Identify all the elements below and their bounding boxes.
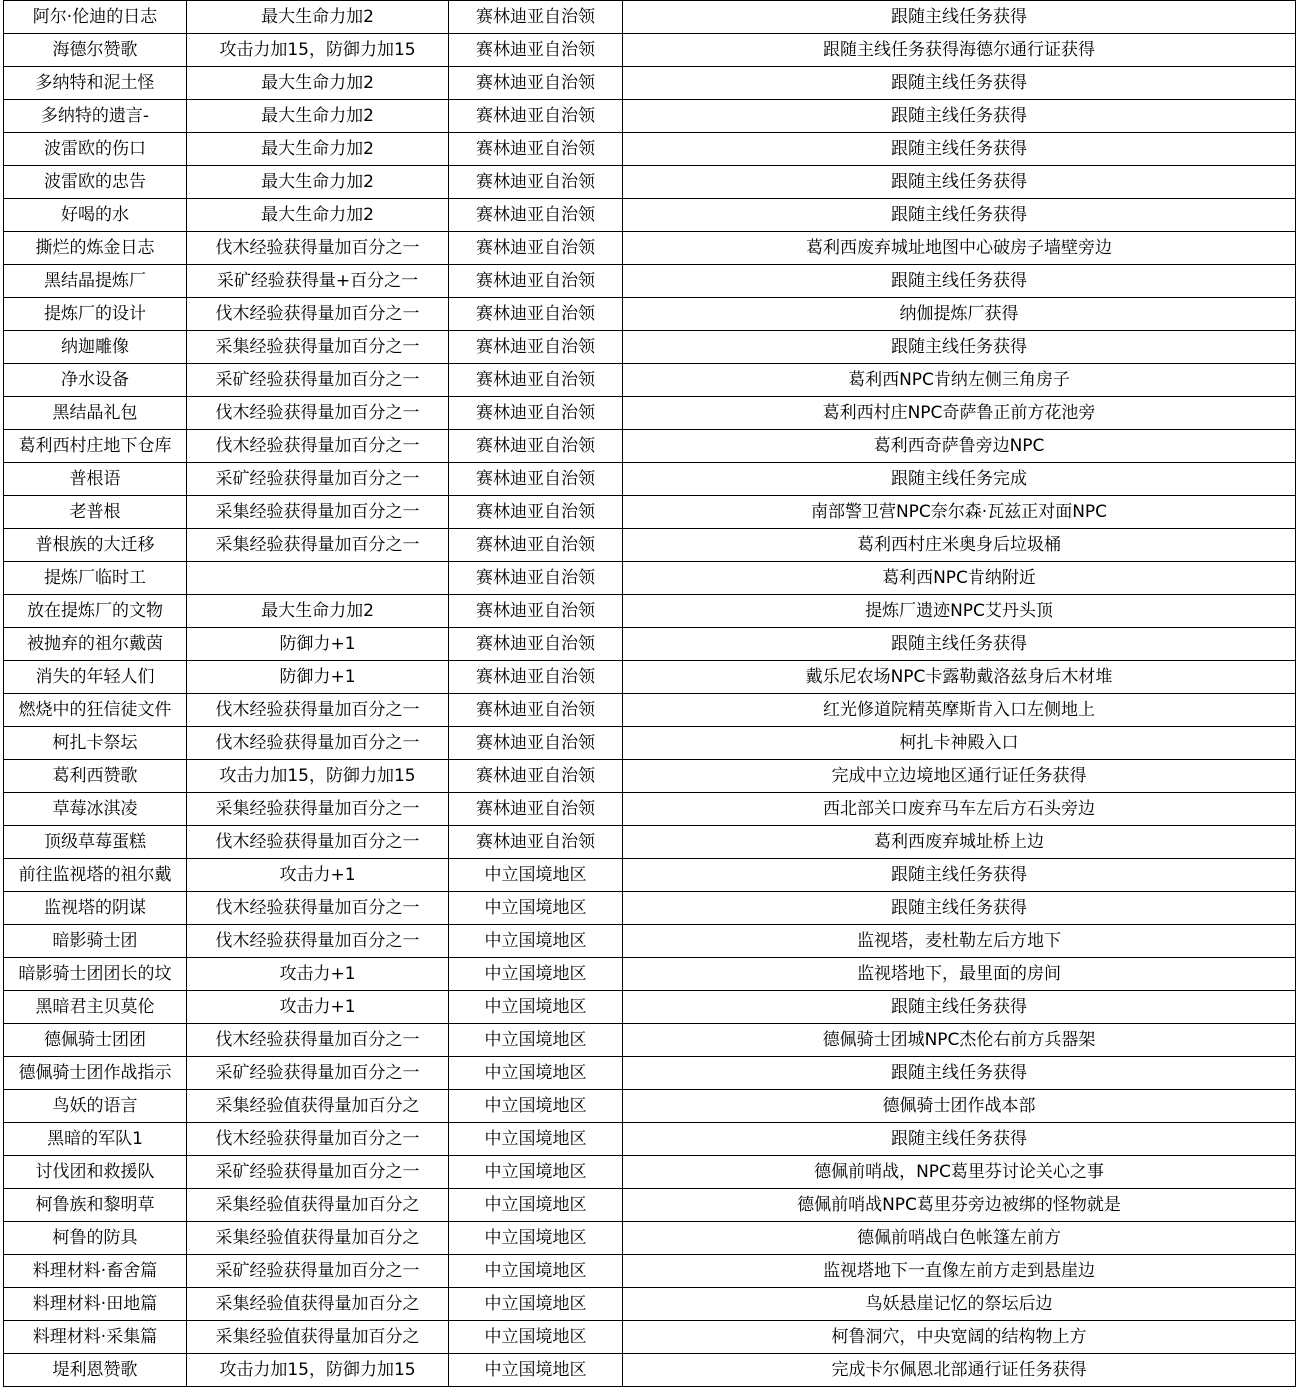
source-cell[interactable]: 跟随主线任务获得 (623, 991, 1296, 1024)
effect-cell[interactable]: 伐木经验获得量加百分之一 (187, 694, 449, 727)
region-cell[interactable]: 中立国境地区 (449, 892, 623, 925)
item-name-cell[interactable]: 阿尔·伦迪的日志 (4, 1, 187, 34)
region-cell[interactable]: 赛林迪亚自治领 (449, 1, 623, 34)
region-cell[interactable]: 赛林迪亚自治领 (449, 661, 623, 694)
effect-cell[interactable]: 采集经验获得量加百分之一 (187, 496, 449, 529)
effect-cell[interactable]: 最大生命力加2 (187, 166, 449, 199)
source-cell[interactable]: 葛利西村庄米奥身后垃圾桶 (623, 529, 1296, 562)
table-row[interactable] (4, 991, 1296, 1024)
item-name-cell[interactable]: 葛利西赞歌 (4, 760, 187, 793)
table-row[interactable] (4, 331, 1296, 364)
table-row[interactable] (4, 1, 1296, 34)
region-cell[interactable]: 中立国境地区 (449, 1156, 623, 1189)
source-cell[interactable]: 德佩骑士团城NPC杰伦右前方兵器架 (623, 1024, 1296, 1057)
effect-cell[interactable]: 采集经验值获得量加百分之 (187, 1321, 449, 1354)
table-row[interactable] (4, 1354, 1296, 1387)
effect-cell[interactable]: 伐木经验获得量加百分之一 (187, 232, 449, 265)
effect-cell[interactable]: 采矿经验获得量+百分之一 (187, 265, 449, 298)
table-row[interactable] (4, 34, 1296, 67)
effect-cell[interactable]: 伐木经验获得量加百分之一 (187, 298, 449, 331)
effect-cell[interactable] (187, 562, 449, 595)
region-cell[interactable]: 赛林迪亚自治领 (449, 793, 623, 826)
table-row[interactable] (4, 1321, 1296, 1354)
item-name-cell[interactable]: 草莓冰淇凌 (4, 793, 187, 826)
item-name-cell[interactable]: 燃烧中的狂信徒文件 (4, 694, 187, 727)
table-row[interactable] (4, 133, 1296, 166)
effect-cell[interactable]: 采矿经验获得量加百分之一 (187, 1057, 449, 1090)
item-name-cell[interactable]: 堤利恩赞歌 (4, 1354, 187, 1387)
item-name-cell[interactable]: 柯鲁族和黎明草 (4, 1189, 187, 1222)
source-cell[interactable]: 监视塔地下一直像左前方走到悬崖边 (623, 1255, 1296, 1288)
effect-cell[interactable]: 攻击力加15，防御力加15 (187, 1354, 449, 1387)
source-cell[interactable]: 跟随主线任务获得 (623, 199, 1296, 232)
item-name-cell[interactable]: 黑暗的军队1 (4, 1123, 187, 1156)
effect-cell[interactable]: 伐木经验获得量加百分之一 (187, 397, 449, 430)
item-name-cell[interactable]: 顶级草莓蛋糕 (4, 826, 187, 859)
effect-cell[interactable]: 伐木经验获得量加百分之一 (187, 727, 449, 760)
table-row[interactable] (4, 232, 1296, 265)
table-row[interactable] (4, 694, 1296, 727)
source-cell[interactable]: 跟随主线任务完成 (623, 463, 1296, 496)
table-row[interactable] (4, 1024, 1296, 1057)
effect-cell[interactable]: 伐木经验获得量加百分之一 (187, 925, 449, 958)
effect-cell[interactable]: 采集经验值获得量加百分之 (187, 1189, 449, 1222)
source-cell[interactable]: 红光修道院精英摩斯肯入口左侧地上 (623, 694, 1296, 727)
source-cell[interactable]: 纳伽提炼厂获得 (623, 298, 1296, 331)
region-cell[interactable]: 赛林迪亚自治领 (449, 298, 623, 331)
item-name-cell[interactable]: 净水设备 (4, 364, 187, 397)
item-name-cell[interactable]: 消失的年轻人们 (4, 661, 187, 694)
source-cell[interactable]: 跟随主线任务获得 (623, 892, 1296, 925)
region-cell[interactable]: 赛林迪亚自治领 (449, 397, 623, 430)
effect-cell[interactable]: 攻击力+1 (187, 991, 449, 1024)
source-cell[interactable]: 跟随主线任务获得 (623, 67, 1296, 100)
effect-cell[interactable]: 采矿经验获得量加百分之一 (187, 463, 449, 496)
table-row[interactable] (4, 265, 1296, 298)
source-cell[interactable]: 跟随主线任务获得 (623, 1057, 1296, 1090)
source-cell[interactable]: 戴乐尼农场NPC卡露勒戴洛兹身后木材堆 (623, 661, 1296, 694)
table-row[interactable] (4, 595, 1296, 628)
table-row[interactable] (4, 661, 1296, 694)
source-cell[interactable]: 葛利西NPC肯纳附近 (623, 562, 1296, 595)
table-row[interactable] (4, 1222, 1296, 1255)
item-name-cell[interactable]: 普根语 (4, 463, 187, 496)
region-cell[interactable]: 中立国境地区 (449, 1354, 623, 1387)
item-name-cell[interactable]: 柯扎卡祭坛 (4, 727, 187, 760)
region-cell[interactable]: 赛林迪亚自治领 (449, 496, 623, 529)
item-name-cell[interactable]: 提炼厂的设计 (4, 298, 187, 331)
effect-cell[interactable]: 采矿经验获得量加百分之一 (187, 1156, 449, 1189)
item-name-cell[interactable]: 柯鲁的防具 (4, 1222, 187, 1255)
effect-cell[interactable]: 采集经验获得量加百分之一 (187, 793, 449, 826)
region-cell[interactable]: 赛林迪亚自治领 (449, 463, 623, 496)
source-cell[interactable]: 德佩前哨战，NPC葛里芬讨论关心之事 (623, 1156, 1296, 1189)
table-row[interactable] (4, 892, 1296, 925)
source-cell[interactable]: 完成卡尔佩恩北部通行证任务获得 (623, 1354, 1296, 1387)
source-cell[interactable]: 跟随主线任务获得 (623, 166, 1296, 199)
item-name-cell[interactable]: 提炼厂临时工 (4, 562, 187, 595)
table-row[interactable] (4, 1255, 1296, 1288)
table-row[interactable] (4, 1090, 1296, 1123)
source-cell[interactable]: 跟随主线任务获得 (623, 265, 1296, 298)
region-cell[interactable]: 中立国境地区 (449, 958, 623, 991)
item-name-cell[interactable]: 撕烂的炼金日志 (4, 232, 187, 265)
source-cell[interactable]: 葛利西废弃城址桥上边 (623, 826, 1296, 859)
table-row[interactable] (4, 1156, 1296, 1189)
table-row[interactable] (4, 298, 1296, 331)
effect-cell[interactable]: 伐木经验获得量加百分之一 (187, 892, 449, 925)
item-name-cell[interactable]: 普根族的大迁移 (4, 529, 187, 562)
source-cell[interactable]: 南部警卫营NPC奈尔森·瓦兹正对面NPC (623, 496, 1296, 529)
table-row[interactable] (4, 496, 1296, 529)
effect-cell[interactable]: 攻击力加15，防御力加15 (187, 760, 449, 793)
region-cell[interactable]: 中立国境地区 (449, 1090, 623, 1123)
table-row[interactable] (4, 958, 1296, 991)
effect-cell[interactable]: 采集经验值获得量加百分之 (187, 1222, 449, 1255)
item-name-cell[interactable]: 老普根 (4, 496, 187, 529)
source-cell[interactable]: 葛利西奇萨鲁旁边NPC (623, 430, 1296, 463)
table-row[interactable] (4, 67, 1296, 100)
table-row[interactable] (4, 1288, 1296, 1321)
item-name-cell[interactable]: 波雷欧的伤口 (4, 133, 187, 166)
effect-cell[interactable]: 防御力+1 (187, 628, 449, 661)
source-cell[interactable]: 跟随主线任务获得 (623, 331, 1296, 364)
item-name-cell[interactable]: 黑结晶礼包 (4, 397, 187, 430)
region-cell[interactable]: 赛林迪亚自治领 (449, 628, 623, 661)
table-row[interactable] (4, 199, 1296, 232)
item-name-cell[interactable]: 被抛弃的祖尔戴茵 (4, 628, 187, 661)
table-row[interactable] (4, 463, 1296, 496)
source-cell[interactable]: 跟随主线任务获得 (623, 1, 1296, 34)
region-cell[interactable]: 中立国境地区 (449, 991, 623, 1024)
source-cell[interactable]: 葛利西废弃城址地图中心破房子墙壁旁边 (623, 232, 1296, 265)
table-row[interactable] (4, 925, 1296, 958)
source-cell[interactable]: 柯鲁洞穴，中央宽阔的结构物上方 (623, 1321, 1296, 1354)
region-cell[interactable]: 赛林迪亚自治领 (449, 166, 623, 199)
effect-cell[interactable]: 攻击力加15，防御力加15 (187, 34, 449, 67)
item-name-cell[interactable]: 监视塔的阴谋 (4, 892, 187, 925)
item-name-cell[interactable]: 料理材料·畜舍篇 (4, 1255, 187, 1288)
table-row[interactable] (4, 166, 1296, 199)
table-row[interactable] (4, 100, 1296, 133)
region-cell[interactable]: 赛林迪亚自治领 (449, 562, 623, 595)
source-cell[interactable]: 跟随主线任务获得 (623, 100, 1296, 133)
region-cell[interactable]: 中立国境地区 (449, 1255, 623, 1288)
effect-cell[interactable]: 最大生命力加2 (187, 595, 449, 628)
region-cell[interactable]: 赛林迪亚自治领 (449, 331, 623, 364)
effect-cell[interactable]: 采集经验值获得量加百分之 (187, 1288, 449, 1321)
effect-cell[interactable]: 采集经验值获得量加百分之 (187, 1090, 449, 1123)
source-cell[interactable]: 完成中立边境地区通行证任务获得 (623, 760, 1296, 793)
source-cell[interactable]: 跟随主线任务获得海德尔通行证获得 (623, 34, 1296, 67)
region-cell[interactable]: 赛林迪亚自治领 (449, 133, 623, 166)
source-cell[interactable]: 跟随主线任务获得 (623, 1123, 1296, 1156)
region-cell[interactable]: 赛林迪亚自治领 (449, 529, 623, 562)
source-cell[interactable]: 德佩前哨战白色帐篷左前方 (623, 1222, 1296, 1255)
item-name-cell[interactable]: 纳迦雕像 (4, 331, 187, 364)
effect-cell[interactable]: 防御力+1 (187, 661, 449, 694)
knowledge-table (3, 0, 1296, 1387)
effect-cell[interactable]: 伐木经验获得量加百分之一 (187, 826, 449, 859)
item-name-cell[interactable]: 德佩骑士团团 (4, 1024, 187, 1057)
region-cell[interactable]: 赛林迪亚自治领 (449, 694, 623, 727)
effect-cell[interactable]: 采矿经验获得量加百分之一 (187, 1255, 449, 1288)
region-cell[interactable]: 中立国境地区 (449, 925, 623, 958)
region-cell[interactable]: 赛林迪亚自治领 (449, 364, 623, 397)
region-cell[interactable]: 中立国境地区 (449, 1288, 623, 1321)
item-name-cell[interactable]: 好喝的水 (4, 199, 187, 232)
source-cell[interactable]: 西北部关口废弃马车左后方石头旁边 (623, 793, 1296, 826)
effect-cell[interactable]: 伐木经验获得量加百分之一 (187, 1123, 449, 1156)
effect-cell[interactable]: 最大生命力加2 (187, 67, 449, 100)
table-row[interactable] (4, 1189, 1296, 1222)
item-name-cell[interactable]: 料理材料·采集篇 (4, 1321, 187, 1354)
effect-cell[interactable]: 最大生命力加2 (187, 100, 449, 133)
item-name-cell[interactable]: 黑结晶提炼厂 (4, 265, 187, 298)
item-name-cell[interactable]: 葛利西村庄地下仓库 (4, 430, 187, 463)
region-cell[interactable]: 中立国境地区 (449, 1189, 623, 1222)
item-name-cell[interactable]: 暗影骑士团 (4, 925, 187, 958)
effect-cell[interactable]: 采集经验获得量加百分之一 (187, 529, 449, 562)
table-row[interactable] (4, 1057, 1296, 1090)
effect-cell[interactable]: 最大生命力加2 (187, 1, 449, 34)
table-body (4, 1, 1296, 1387)
item-name-cell[interactable]: 鸟妖的语言 (4, 1090, 187, 1123)
item-name-cell[interactable]: 黑暗君主贝莫伦 (4, 991, 187, 1024)
table-row[interactable] (4, 826, 1296, 859)
region-cell[interactable]: 赛林迪亚自治领 (449, 430, 623, 463)
effect-cell[interactable]: 攻击力+1 (187, 859, 449, 892)
source-cell[interactable]: 跟随主线任务获得 (623, 859, 1296, 892)
table-row[interactable] (4, 628, 1296, 661)
item-name-cell[interactable]: 暗影骑士团团长的坟 (4, 958, 187, 991)
table-row[interactable] (4, 529, 1296, 562)
region-cell[interactable]: 中立国境地区 (449, 1321, 623, 1354)
item-name-cell[interactable]: 前往监视塔的祖尔戴 (4, 859, 187, 892)
source-cell[interactable]: 跟随主线任务获得 (623, 628, 1296, 661)
effect-cell[interactable]: 采矿经验获得量加百分之一 (187, 364, 449, 397)
source-cell[interactable]: 德佩前哨战NPC葛里芬旁边被绑的怪物就是 (623, 1189, 1296, 1222)
table-row[interactable] (4, 760, 1296, 793)
item-name-cell[interactable]: 料理材料·田地篇 (4, 1288, 187, 1321)
table-row[interactable] (4, 364, 1296, 397)
region-cell[interactable]: 赛林迪亚自治领 (449, 67, 623, 100)
source-cell[interactable]: 鸟妖悬崖记忆的祭坛后边 (623, 1288, 1296, 1321)
region-cell[interactable]: 赛林迪亚自治领 (449, 100, 623, 133)
region-cell[interactable]: 赛林迪亚自治领 (449, 232, 623, 265)
effect-cell[interactable]: 伐木经验获得量加百分之一 (187, 430, 449, 463)
effect-cell[interactable]: 采集经验获得量加百分之一 (187, 331, 449, 364)
region-cell[interactable]: 赛林迪亚自治领 (449, 34, 623, 67)
region-cell[interactable]: 赛林迪亚自治领 (449, 265, 623, 298)
item-name-cell[interactable]: 放在提炼厂的文物 (4, 595, 187, 628)
region-cell[interactable]: 赛林迪亚自治领 (449, 595, 623, 628)
source-cell[interactable]: 德佩骑士团作战本部 (623, 1090, 1296, 1123)
table-row[interactable] (4, 1123, 1296, 1156)
source-cell[interactable]: 跟随主线任务获得 (623, 133, 1296, 166)
region-cell[interactable]: 中立国境地区 (449, 1222, 623, 1255)
item-name-cell[interactable]: 讨伐团和救援队 (4, 1156, 187, 1189)
source-cell[interactable]: 葛利西村庄NPC奇萨鲁正前方花池旁 (623, 397, 1296, 430)
table-row[interactable] (4, 562, 1296, 595)
item-name-cell[interactable]: 德佩骑士团作战指示 (4, 1057, 187, 1090)
table-row[interactable] (4, 793, 1296, 826)
effect-cell[interactable]: 最大生命力加2 (187, 199, 449, 232)
table-row[interactable] (4, 859, 1296, 892)
source-cell[interactable]: 监视塔，麦杜勒左后方地下 (623, 925, 1296, 958)
source-cell[interactable]: 监视塔地下，最里面的房间 (623, 958, 1296, 991)
effect-cell[interactable]: 攻击力+1 (187, 958, 449, 991)
source-cell[interactable]: 提炼厂遗迹NPC艾丹头顶 (623, 595, 1296, 628)
region-cell[interactable]: 中立国境地区 (449, 1024, 623, 1057)
item-name-cell[interactable]: 多纳特的遗言- (4, 100, 187, 133)
source-cell[interactable]: 柯扎卡神殿入口 (623, 727, 1296, 760)
item-name-cell[interactable]: 海德尔赞歌 (4, 34, 187, 67)
region-cell[interactable]: 中立国境地区 (449, 1057, 623, 1090)
region-cell[interactable]: 赛林迪亚自治领 (449, 760, 623, 793)
item-name-cell[interactable]: 波雷欧的忠告 (4, 166, 187, 199)
table-row[interactable] (4, 397, 1296, 430)
table-row[interactable] (4, 727, 1296, 760)
item-name-cell[interactable]: 多纳特和泥土怪 (4, 67, 187, 100)
region-cell[interactable]: 赛林迪亚自治领 (449, 199, 623, 232)
table-row[interactable] (4, 430, 1296, 463)
source-cell[interactable]: 葛利西NPC肯纳左侧三角房子 (623, 364, 1296, 397)
effect-cell[interactable]: 最大生命力加2 (187, 133, 449, 166)
region-cell[interactable]: 中立国境地区 (449, 1123, 623, 1156)
region-cell[interactable]: 中立国境地区 (449, 859, 623, 892)
effect-cell[interactable]: 伐木经验获得量加百分之一 (187, 1024, 449, 1057)
region-cell[interactable]: 赛林迪亚自治领 (449, 826, 623, 859)
region-cell[interactable]: 赛林迪亚自治领 (449, 727, 623, 760)
